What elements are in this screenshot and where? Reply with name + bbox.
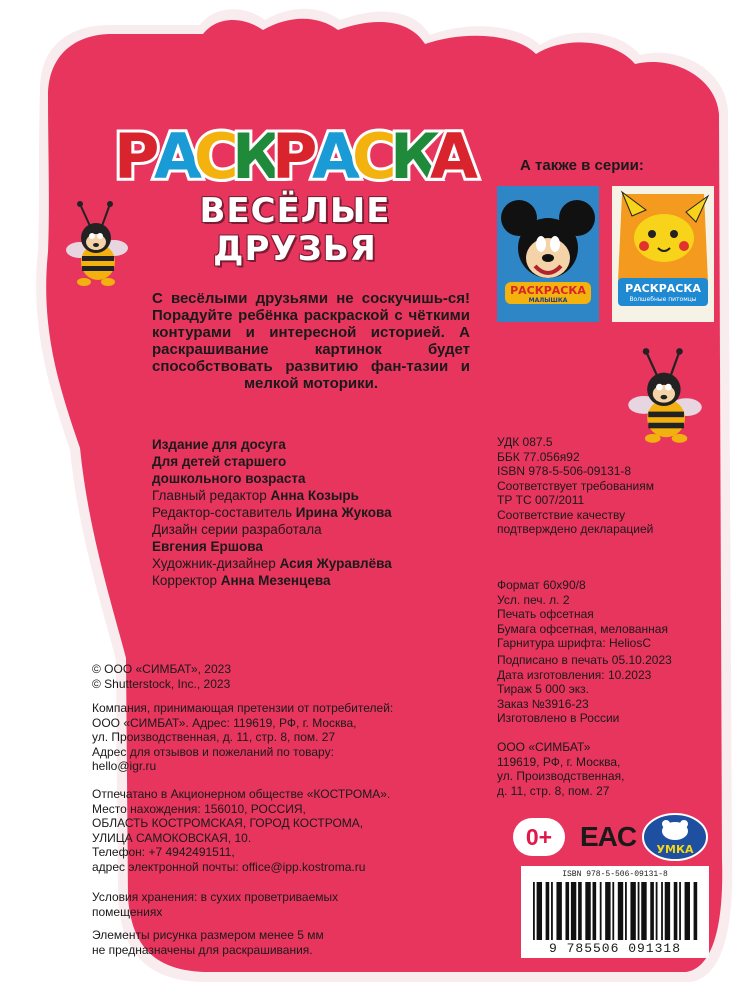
book1-title: РАСКРАСКА (510, 284, 586, 297)
logo-letter: А (154, 120, 202, 193)
barcode-bar (605, 882, 610, 940)
barcode-isbn: ISBN 978-5-506-09131-8 (562, 870, 668, 879)
format-block (497, 578, 717, 651)
publisher-block (497, 740, 717, 798)
intro-text: С весёлыми друзьями не соскучишь-ся! Порадуйте ребёнка раскраской с чёткими контурами и интересной историей. А раскрашивание картинок будет способствовать развитию фан-тазии и мелкой моторики. (152, 290, 470, 392)
barcode-bar (630, 882, 635, 940)
book2-subtitle: Волшебные питомцы (629, 296, 697, 303)
publisher-line-2: 119619, РФ, г. Москва, (497, 754, 621, 769)
series-label: А также в серии: (520, 157, 644, 174)
barcode-bar (600, 882, 602, 940)
storage-block (92, 890, 472, 919)
barcode-bar (656, 882, 658, 940)
credits-block (152, 436, 472, 589)
logo-letter: Р (114, 120, 160, 193)
barcode-bar (546, 882, 550, 940)
barcode-bar (665, 882, 670, 940)
barcode-bar (685, 882, 690, 940)
conformity-line-1: Соответствует требованиям (497, 478, 654, 493)
barcode-bar (694, 882, 698, 940)
series-book-pikachu (612, 186, 714, 322)
credit-artist (152, 555, 472, 572)
claims-line-4: Адрес для отзывов и пожеланий по товару: (92, 744, 334, 759)
barcode-number: 9 785506 091318 (548, 941, 682, 956)
logo-letter: А (312, 120, 360, 193)
subtitle-line-2: ДРУЗЬЯ (213, 229, 377, 269)
bbk-code: ББК 77.056я92 (497, 449, 580, 464)
pikachu-cover-icon (612, 186, 714, 322)
logo-letter: Р (272, 120, 318, 193)
credit-leisure: Издание для досуга (152, 437, 286, 452)
barcode-bar (679, 882, 681, 940)
barcode-bar (618, 882, 623, 940)
warning-block (92, 928, 472, 957)
book2-title: РАСКРАСКА (625, 282, 701, 295)
storage-line-2: помещениях (92, 904, 163, 919)
print-info-block (497, 653, 717, 726)
bee-mascot-icon (62, 200, 132, 288)
barcode-bar (638, 882, 640, 940)
artist-name: Асия Журавлёва (279, 556, 392, 571)
book1-subtitle: МАЛЫШКА (528, 297, 568, 304)
copyright-line-2: © Shutterstock, Inc., 2023 (92, 676, 231, 691)
proof-name: Анна Мезенцева (220, 573, 331, 588)
logo-letter: С (352, 120, 398, 193)
warning-line-1: Элементы рисунка размером менее 5 мм (92, 928, 324, 942)
print-country: Изготовлено в России (497, 711, 620, 725)
format-font: Гарнитура шрифта: HeliosC (497, 636, 652, 650)
print-made: Дата изготовления: 10.2023 (497, 667, 652, 682)
barcode-bar (537, 882, 542, 940)
brand-name: УМКА (656, 843, 694, 856)
claims-line-3: ул. Производственная, д. 11, стр. 8, пом. 27 (92, 730, 336, 744)
printer-line-6: адрес электронной почты: office@ipp.kostroma.ru (92, 859, 366, 874)
barcode-bar (556, 882, 561, 940)
series-book-mickey (497, 186, 599, 322)
printer-block (92, 787, 472, 874)
logo-letter: С (194, 120, 240, 193)
conformity-line-2: ТР ТС 007/2011 (497, 493, 585, 507)
barcode-bar (571, 882, 576, 940)
printer-line-4: УЛИЦА САМОКОВСКАЯ, 10. (92, 830, 252, 845)
copyright-block (92, 662, 472, 691)
claims-line-2: ООО «СИМБАТ». Адрес: 119619, РФ, г. Москва, (92, 715, 357, 730)
barcode (521, 866, 709, 958)
compiler-role: Редактор-составитель (152, 505, 293, 520)
editor-role: Главный редактор (152, 488, 267, 503)
barcode-bar (661, 882, 663, 940)
compiler-name: Ирина Жукова (295, 505, 392, 520)
barcode-bars-icon (533, 882, 699, 940)
credit-age-1: Для детей старшего (152, 454, 287, 469)
barcode-bar (551, 882, 553, 940)
logo-letter: К (390, 120, 441, 193)
print-run: Тираж 5 000 экз. (497, 682, 589, 696)
series-logo (112, 110, 478, 193)
barcode-bar (650, 882, 654, 940)
format-size: Формат 60х90/8 (497, 578, 586, 592)
warning-line-2: не предназначены для раскрашивания. (92, 942, 313, 957)
printer-line-3: ОБЛАСТЬ КОСТРОМСКАЯ, ГОРОД КОСТРОМА, (92, 816, 364, 830)
credit-design-name: Евгения Ершова (152, 539, 263, 554)
print-order: Заказ №3916-23 (497, 696, 589, 711)
editor-name: Анна Козырь (270, 488, 359, 503)
eac-mark-icon: EAC (580, 821, 637, 852)
barcode-bar (612, 882, 614, 940)
print-signed: Подписано в печать 05.10.2023 (497, 653, 672, 667)
claims-email: hello@igr.ru (92, 759, 157, 773)
barcode-bar (585, 882, 590, 940)
claims-line-1: Компания, принимающая претензии от потребителей: (92, 701, 394, 715)
proof-role: Корректор (152, 573, 218, 588)
barcode-bar (593, 882, 597, 940)
format-sheets: Усл. печ. л. 2 (497, 592, 570, 607)
barcode-bar (625, 882, 627, 940)
mickey-cover-icon (497, 186, 599, 322)
barcode-bar (565, 882, 569, 940)
classification-block (497, 435, 717, 537)
barcode-bar (641, 882, 646, 940)
claims-block (92, 701, 472, 774)
storage-line-1: Условия хранения: в сухих проветриваемых (92, 890, 339, 904)
udk-code: УДК 087.5 (497, 435, 553, 449)
printer-line-2: Место нахождения: 156010, РОССИЯ, (92, 801, 306, 816)
publisher-line-4: д. 11, стр. 8, пом. 27 (497, 783, 610, 798)
copyright-line-1: © ООО «СИМБАТ», 2023 (92, 662, 231, 676)
format-paper: Бумага офсетная, мелованная (497, 621, 668, 636)
credit-age-2: дошкольного возраста (152, 471, 306, 486)
barcode-bar (533, 882, 535, 940)
logo-letter: А (430, 120, 478, 193)
isbn-code: ISBN 978-5-506-09131-8 (497, 464, 632, 478)
barcode-bar (578, 882, 582, 940)
quality-line-2: подтверждено декларацией (497, 522, 654, 536)
age-rating-badge: 0+ (513, 818, 565, 856)
credit-compiler (152, 504, 472, 521)
publisher-line-3: ул. Производственная, (497, 769, 625, 783)
bee-mascot-icon (626, 344, 704, 448)
credit-editor (152, 487, 472, 504)
logo-letter: К (232, 120, 283, 193)
format-printing: Печать офсетная (497, 607, 594, 621)
artist-role: Художник-дизайнер (152, 556, 276, 571)
quality-line-1: Соответствие качеству (497, 507, 626, 522)
subtitle-line-1: ВЕСЁЛЫЕ (199, 191, 391, 231)
printer-line-5: Телефон: +7 4942491511, (92, 845, 235, 859)
credit-design-role: Дизайн серии разработала (152, 522, 322, 537)
umka-brand-icon (642, 812, 708, 862)
printer-line-1: Отпечатано в Акционерном обществе «КОСТРОМА». (92, 787, 391, 801)
book-subtitle (150, 192, 440, 268)
barcode-bar (674, 882, 678, 940)
publisher-line-1: ООО «СИМБАТ» (497, 740, 591, 754)
credit-proof (152, 572, 472, 589)
